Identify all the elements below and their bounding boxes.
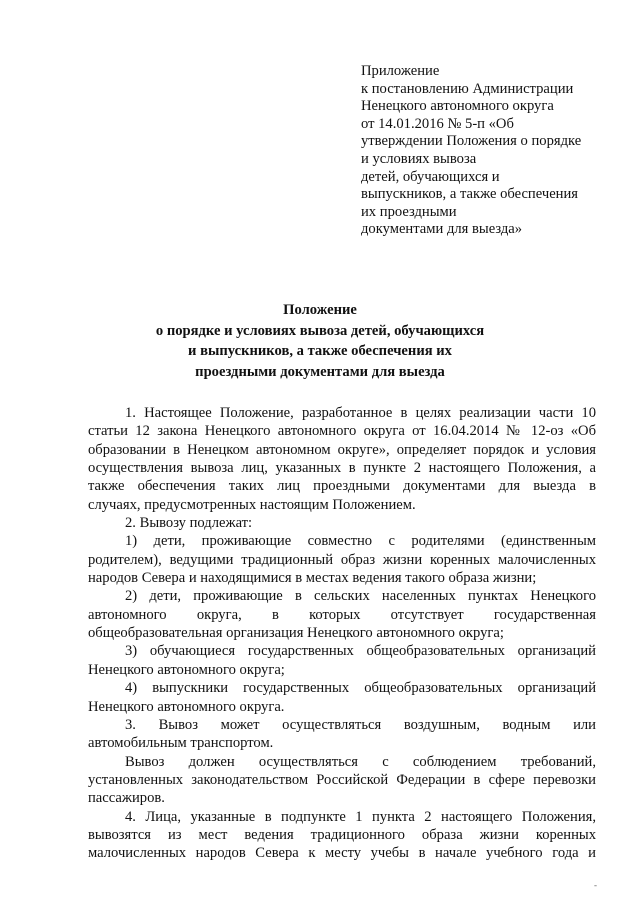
title-line: Положение (283, 302, 357, 318)
body-line: образовании в Ненецком автономном округе», определяет порядок и условия (88, 441, 596, 458)
body-line: Вывоз должен осуществляться с соблюдением требований, (125, 753, 596, 770)
body-line: вывозятся из мест ведения традиционного образа жизни коренных (88, 826, 596, 843)
body-line: 2. Вывозу подлежат: (125, 515, 253, 532)
body-line: также обеспечения таких лиц проездными документами для выезда в (88, 478, 596, 495)
body-line: автономного округа, в которых отсутствует государственная (88, 606, 596, 623)
appendix-line: к постановлению Администрации (361, 80, 574, 97)
body-line: 3. Вывоз может осуществляться воздушным, водным или (125, 716, 596, 733)
appendix-line: и условиях вывоза (361, 150, 477, 167)
body-line: Ненецкого автономного округа. (88, 698, 285, 715)
body-line: случаях, предусмотренных настоящим Положением. (88, 496, 416, 513)
body-line: 3) обучающиеся государственных общеобразовательных организаций (125, 643, 596, 660)
appendix-line: их проездными (361, 203, 457, 220)
appendix-block (361, 63, 611, 239)
body-line: автомобильным транспортом. (88, 735, 274, 752)
body-line: общеобразовательная организация Ненецкого автономного округа; (88, 625, 504, 642)
document-body (88, 404, 596, 863)
body-line: 2) дети, проживающие в сельских населенных пунктах Ненецкого (125, 588, 596, 605)
body-line: пассажиров. (88, 790, 165, 807)
title-line: и выпускников, а также обеспечения их (188, 343, 452, 360)
appendix-line: документами для выезда» (361, 221, 523, 238)
title-line: о порядке и условиях вывоза детей, обучающихся (155, 322, 485, 339)
appendix-line: утверждении Положения о порядке (361, 133, 582, 150)
appendix-line: Ненецкого автономного округа (361, 98, 554, 115)
body-line: 4) выпускники государственных общеобразовательных организаций (125, 680, 596, 697)
body-line: малочисленных народов Севера к месту учебы в начале учебного года и (88, 845, 596, 862)
body-line: народов Севера и находящимися в местах ведения такого образа жизни; (88, 570, 537, 587)
appendix-line: выпускников, а также обеспечения (361, 186, 579, 203)
appendix-line: детей, обучающихся и (361, 168, 500, 185)
document-title (60, 300, 580, 383)
body-line: осуществления вывоза лиц, указанных в пункте 2 настоящего Положения, а (88, 460, 596, 477)
body-line: 4. Лица, указанные в подпункте 1 пункта 2 настоящего Положения, (125, 808, 596, 825)
body-line: статьи 12 закона Ненецкого автономного округа от 16.04.2014 № 12-оз «Об (88, 423, 596, 440)
body-line: 1. Настоящее Положение, разработанное в целях реализации части 10 (125, 405, 596, 421)
appendix-line: от 14.01.2016 № 5-п «Об (361, 115, 514, 132)
body-line: родителем), ведущими традиционный образ жизни коренных малочисленных (88, 551, 596, 568)
title-line: проездными документами для выезда (195, 364, 445, 381)
body-line: Ненецкого автономного округа; (88, 661, 285, 678)
page-footer-mark: - (594, 880, 597, 890)
body-line: установленных законодательством Российской Федерации в сфере перевозки (88, 771, 596, 788)
appendix-line: Приложение (361, 63, 440, 79)
body-line: 1) дети, проживающие совместно с родителями (единственным (125, 533, 596, 550)
